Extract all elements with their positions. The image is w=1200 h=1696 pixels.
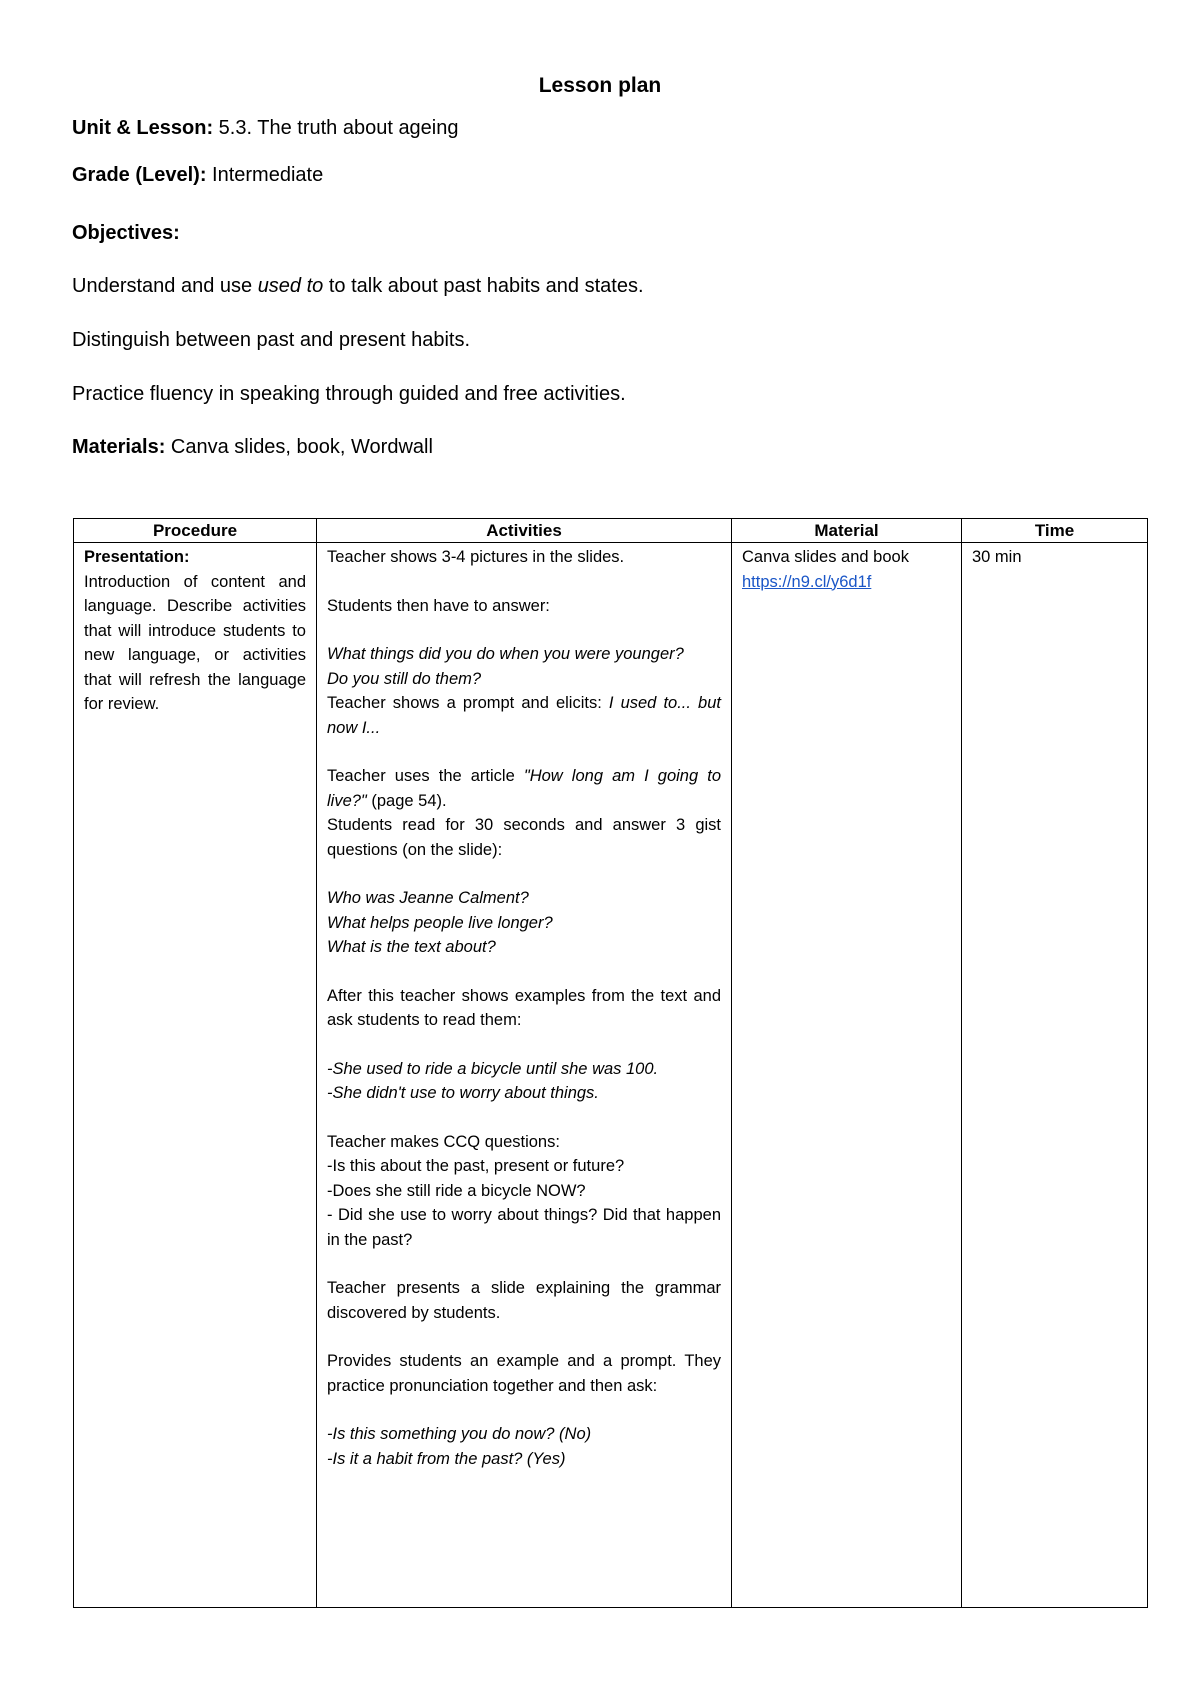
activity-text: Teacher shows a prompt and elicits: [327,694,609,712]
activity-line: Teacher shows 3-4 pictures in the slides. [327,548,625,566]
objective-1-text-end: to talk about past habits and states. [323,275,644,297]
activity-line [327,691,721,740]
activity-question: Do you still do them? [327,669,482,688]
activity-line: Students then have to answer: [327,596,550,615]
procedure-text: Introduction of content and language. Describe activities that will introduce students to new language, or activities that will refresh the language for review. [84,572,306,713]
header-activities: Activities [317,519,732,543]
objective-3: Practice fluency in speaking through guided and free activities. [72,383,626,405]
procedure-heading: Presentation: [84,548,190,566]
objectives-label: Objectives: [72,222,180,244]
objectives-heading [72,222,180,245]
activity-question: Who was Jeanne Calment? [327,889,529,907]
unit-lesson-value: 5.3. The truth about ageing [213,117,459,139]
activity-question: What is the text about? [327,938,496,956]
activity-line: Teacher makes CCQ questions: [327,1132,560,1151]
activity-line: -Is this about the past, present or future? [327,1157,625,1175]
activity-example: -She used to ride a bicycle until she was 100. [327,1059,659,1078]
document-title: Lesson plan [538,74,662,97]
activity-line: Provides students an example and a prompt. They practice pronunciation together and then ask: [327,1352,721,1395]
table-row [74,543,1148,1608]
time-value: 30 min [972,548,1022,566]
procedure-cell [74,543,317,1608]
activity-emphasis: "How long am I going to live?" [327,767,721,810]
activity-text: (page 54). [366,791,447,810]
grade-level-label: Grade (Level): [72,164,207,186]
activity-line: -Does she still ride a bicycle NOW? [327,1181,586,1200]
time-cell [962,543,1148,1608]
header-procedure: Procedure [74,519,317,543]
activity-line: After this teacher shows examples from the text and ask students to read them: [327,986,721,1029]
grade-level-value: Intermediate [206,164,324,186]
activity-line: Students read for 30 seconds and answer 3 gist questions (on the slide): [327,816,721,859]
objective-1-emphasis: used to [257,275,324,297]
activity-line: Teacher presents a slide explaining the grammar discovered by students. [327,1279,721,1322]
activity-line: - Did she use to worry about things? Did that happen in the past? [327,1206,721,1249]
materials-field [72,436,433,459]
lesson-plan-table [73,518,1148,1608]
objective-1 [72,275,644,298]
activity-question: What helps people live longer? [327,913,553,932]
material-link[interactable]: https://n9.cl/y6d1f [742,572,872,591]
objective-2: Distinguish between past and present habits. [72,329,471,351]
grade-level-field [72,164,323,187]
activity-question: -Is it a habit from the past? (Yes) [327,1449,566,1468]
activity-example: -She didn't use to worry about things. [327,1084,599,1102]
activity-question: What things did you do when you were younger? [327,645,684,663]
header-material: Material [732,519,962,543]
material-cell [732,543,962,1608]
table-header-row [74,519,1148,543]
activity-emphasis: I used to... but now I... [327,694,721,737]
materials-label: Materials: [72,436,166,458]
unit-lesson-field [72,117,459,140]
activity-line [327,764,721,813]
objective-1-text-start: Understand and use [72,275,258,297]
material-text: Canva slides and book [742,548,909,566]
activities-cell [317,543,732,1608]
unit-lesson-label: Unit & Lesson: [72,117,214,139]
materials-value: Canva slides, book, Wordwall [165,436,433,458]
header-time: Time [962,519,1148,543]
activity-text: Teacher uses the article [327,767,524,785]
activity-question: -Is this something you do now? (No) [327,1425,592,1443]
